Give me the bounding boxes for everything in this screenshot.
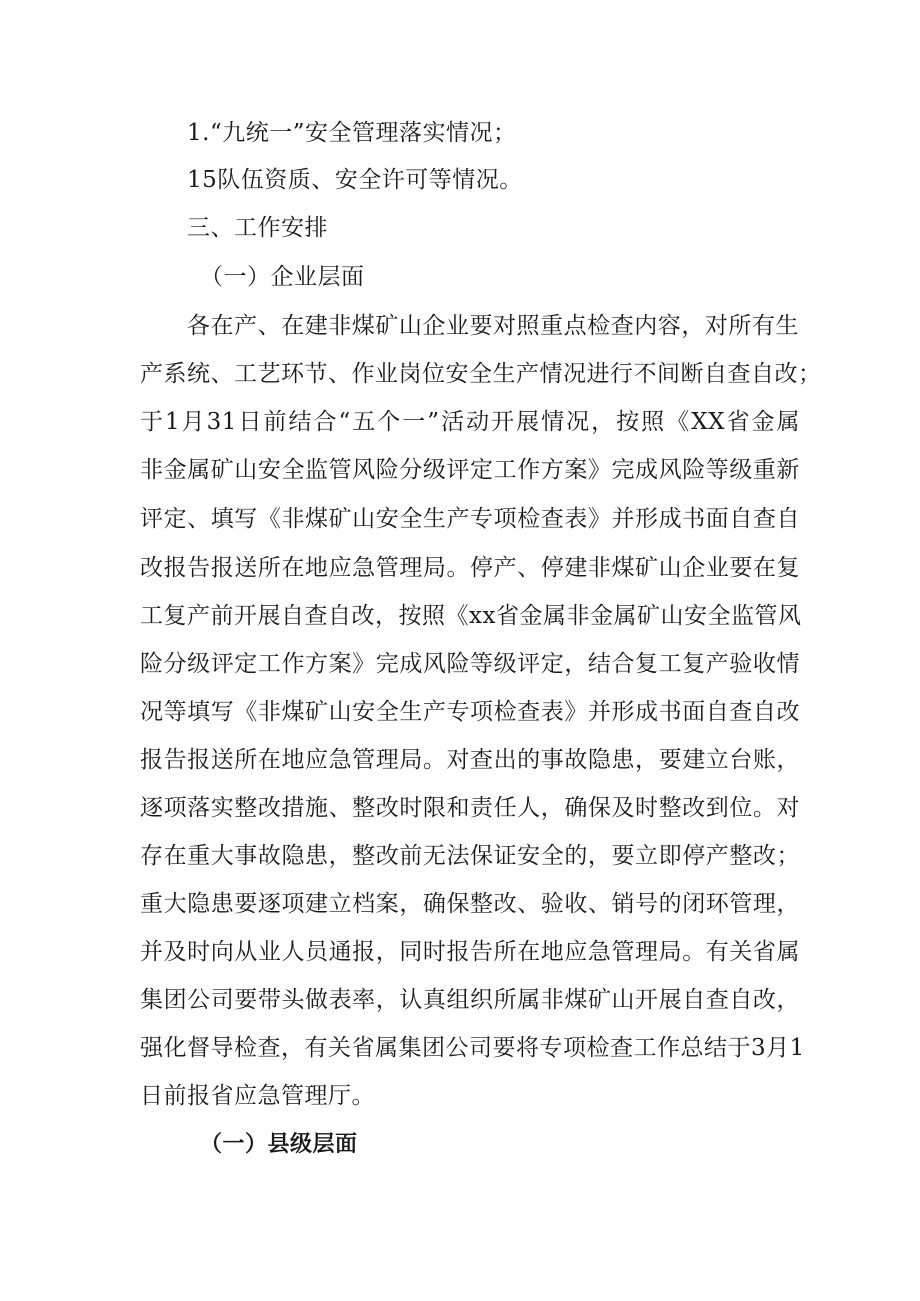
paragraph-line: 工复产前开展自查自改，按照《xx省金属非金属矿山安全监管风 xyxy=(140,603,802,629)
subheading-enterprise-level: （一）企业层面 xyxy=(200,264,365,290)
paragraph-line: 产系统、工艺环节、作业岗位安全生产情况进行不间断自查自改； xyxy=(140,361,822,387)
paragraph-line: 逐项落实整改措施、整改时限和责任人，确保及时整改到位。对 xyxy=(140,795,800,821)
section-heading-work-arrangement: 三、工作安排 xyxy=(187,215,328,241)
list-item-1: 1.“九统一”安全管理落实情况； xyxy=(187,120,517,146)
paragraph-line: 并及时向从业人员通报，同时报告所在地应急管理局。有关省属 xyxy=(140,939,800,965)
paragraph-line: 改报告报送所在地应急管理局。停产、停建非煤矿山企业要在复 xyxy=(140,555,800,581)
paragraph-line: 强化督导检查，有关省属集团公司要将专项检查工作总结于3月1 xyxy=(140,1035,805,1061)
paragraph-line: 重大隐患要逐项建立档案，确保整改、验收、销号的闭环管理， xyxy=(140,891,800,917)
paragraph-line: 日前报省应急管理厅。 xyxy=(140,1083,375,1109)
paragraph-line: 险分级评定工作方案》完成风险等级评定，结合复工复产验收情 xyxy=(140,651,800,677)
subheading-county-level: （一）县级层面 xyxy=(200,1132,358,1157)
paragraph-line: 非金属矿山安全监管风险分级评定工作方案》完成风险等级重新 xyxy=(140,457,800,483)
paragraph-line: 各在产、在建非煤矿山企业要对照重点检查内容，对所有生 xyxy=(187,313,799,339)
paragraph-line: 评定、填写《非煤矿山安全生产专项检查表》并形成书面自查自 xyxy=(140,506,800,532)
paragraph-line: 存在重大事故隐患，整改前无法保证安全的，要立即停产整改； xyxy=(140,843,800,869)
paragraph-line: 于1月31日前结合“五个一”活动开展情况，按照《XX省金属 xyxy=(140,409,800,435)
list-item-15: 15队伍资质、安全许可等情况。 xyxy=(187,167,523,193)
paragraph-line: 况等填写《非煤矿山安全生产专项检查表》并形成书面自查自改 xyxy=(140,699,800,725)
paragraph-line: 报告报送所在地应急管理局。对查出的事故隐患，要建立台账， xyxy=(140,747,800,773)
paragraph-line: 集团公司要带头做表率，认真组织所属非煤矿山开展自查自改， xyxy=(140,987,800,1013)
